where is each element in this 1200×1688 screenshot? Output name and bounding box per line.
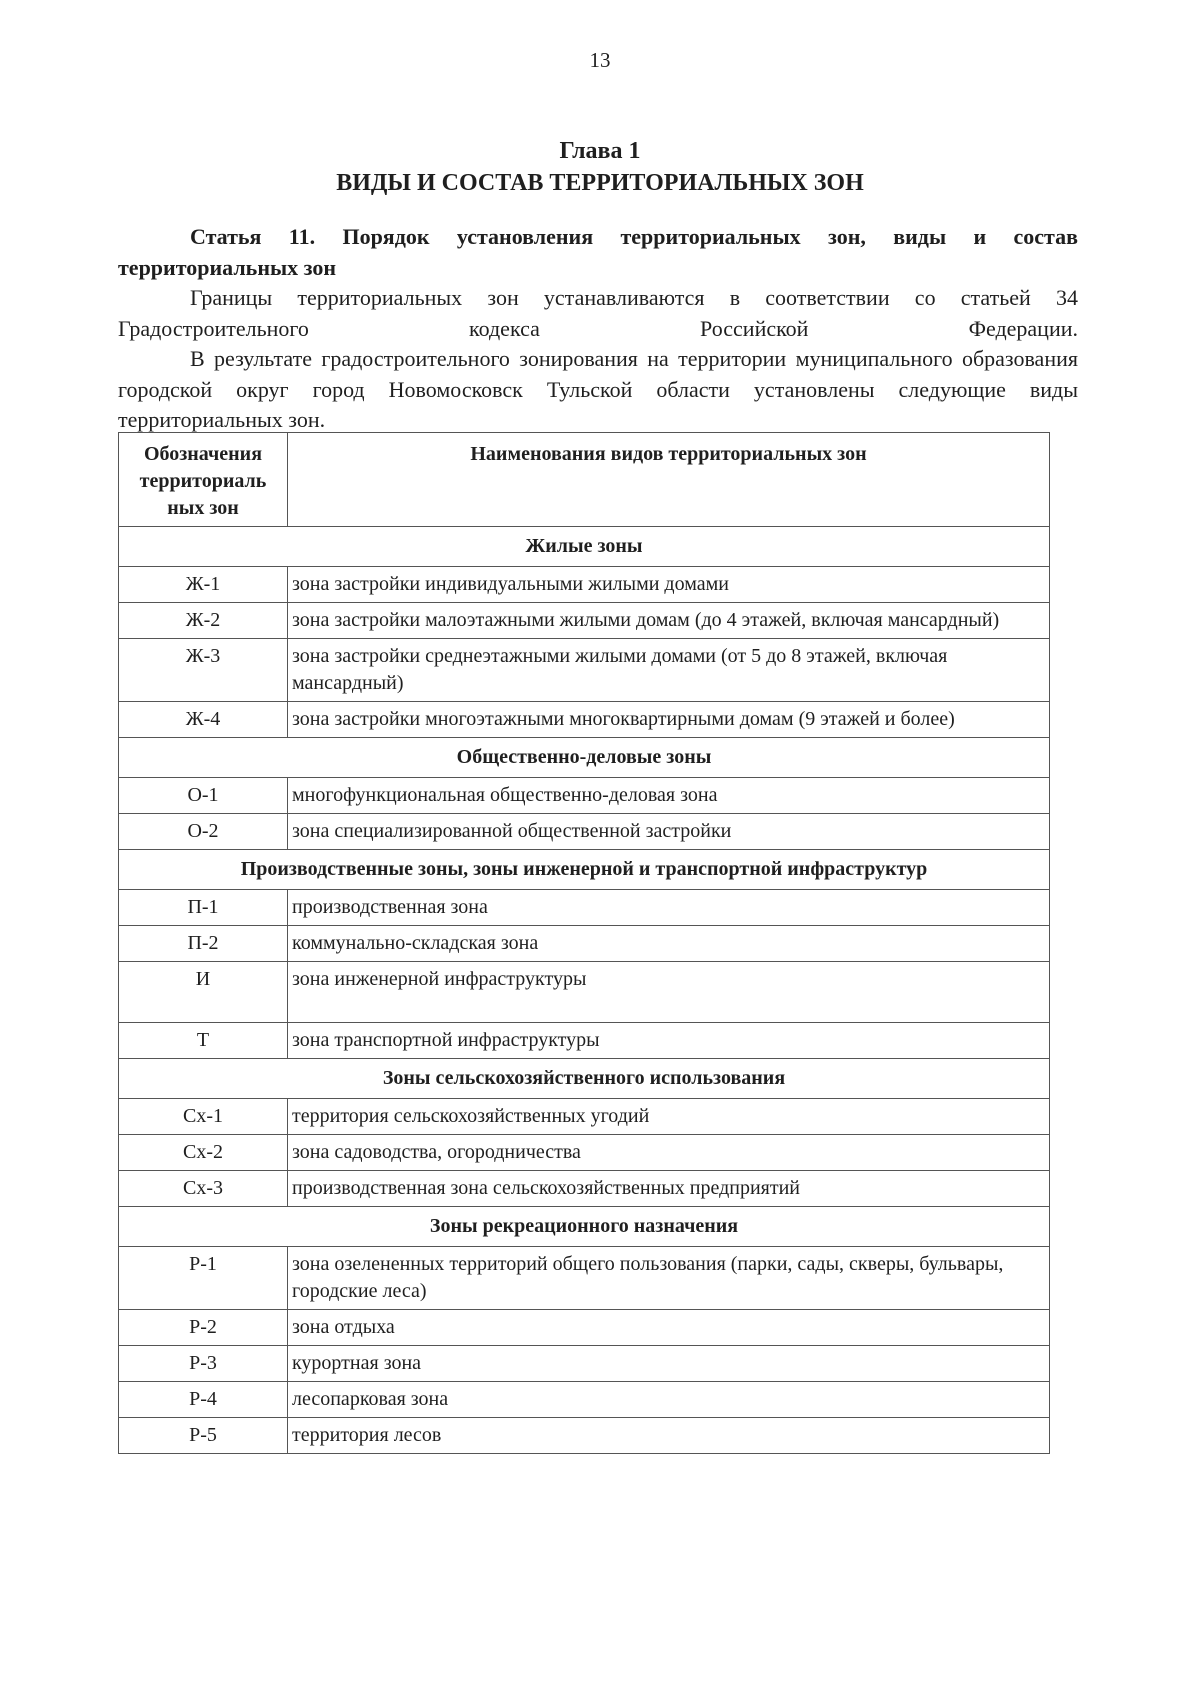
zone-name: многофункциональная общественно-деловая зона	[288, 778, 1050, 814]
table-row	[119, 1023, 1050, 1059]
zone-code: И	[119, 962, 288, 1023]
table-row	[119, 639, 1050, 702]
zone-code: Сх-2	[119, 1135, 288, 1171]
table-row	[119, 962, 1050, 1023]
group-title: Зоны рекреационного назначения	[119, 1207, 1050, 1247]
table-row	[119, 890, 1050, 926]
table-row	[119, 814, 1050, 850]
zone-code: Р-3	[119, 1346, 288, 1382]
zone-name: территория лесов	[288, 1418, 1050, 1454]
group-row	[119, 850, 1050, 890]
zone-name: зона застройки многоэтажными многоквартирными домам (9 этажей и более)	[288, 702, 1050, 738]
zone-name: зона специализированной общественной застройки	[288, 814, 1050, 850]
zone-code: Р-4	[119, 1382, 288, 1418]
zone-name: территория сельскохозяйственных угодий	[288, 1099, 1050, 1135]
group-title: Общественно-деловые зоны	[119, 738, 1050, 778]
zone-name: производственная зона	[288, 890, 1050, 926]
table-row	[119, 1247, 1050, 1310]
article-paragraph: Границы территориальных зон устанавливаются в соответствии со статьей 34 Градостроительного кодекса Российской Федерации.	[118, 285, 1078, 341]
zone-code: Р-5	[119, 1418, 288, 1454]
zone-code: Р-1	[119, 1247, 288, 1310]
zone-code: О-2	[119, 814, 288, 850]
table-row	[119, 702, 1050, 738]
zone-name: лесопарковая зона	[288, 1382, 1050, 1418]
header-code: Обозначения территориаль ных зон	[119, 433, 288, 527]
zone-code: Сх-3	[119, 1171, 288, 1207]
group-row	[119, 527, 1050, 567]
zone-name: производственная зона сельскохозяйственных предприятий	[288, 1171, 1050, 1207]
zone-code: Ж-4	[119, 702, 288, 738]
table-row	[119, 926, 1050, 962]
table-row	[119, 567, 1050, 603]
table-row	[119, 1310, 1050, 1346]
group-row	[119, 1207, 1050, 1247]
zone-code: Ж-2	[119, 603, 288, 639]
zone-code: Ж-1	[119, 567, 288, 603]
zone-code: Ж-3	[119, 639, 288, 702]
zone-code: Сх-1	[119, 1099, 288, 1135]
group-title: Жилые зоны	[119, 527, 1050, 567]
group-row	[119, 1059, 1050, 1099]
zone-code: П-1	[119, 890, 288, 926]
group-row	[119, 738, 1050, 778]
zone-name: зона садоводства, огородничества	[288, 1135, 1050, 1171]
table-row	[119, 603, 1050, 639]
zone-name: зона застройки малоэтажными жилыми домам (до 4 этажей, включая мансардный)	[288, 603, 1050, 639]
chapter-label: Глава 1	[559, 138, 641, 164]
table-row	[119, 1382, 1050, 1418]
zone-name: зона транспортной инфраструктуры	[288, 1023, 1050, 1059]
chapter-title: ВИДЫ И СОСТАВ ТЕРРИТОРИАЛЬНЫХ ЗОН	[336, 170, 864, 196]
zones-table	[118, 432, 1050, 1454]
table-row	[119, 1171, 1050, 1207]
zone-name: коммунально-складская зона	[288, 926, 1050, 962]
zone-code: О-1	[119, 778, 288, 814]
table-row	[119, 1135, 1050, 1171]
zones-table-body	[119, 527, 1050, 1454]
group-title: Зоны сельскохозяйственного использования	[119, 1059, 1050, 1099]
table-row	[119, 1418, 1050, 1454]
header-name: Наименования видов территориальных зон	[288, 433, 1050, 527]
group-title: Производственные зоны, зоны инженерной и транспортной инфраструктур	[119, 850, 1050, 890]
zone-name: зона озелененных территорий общего пользования (парки, сады, скверы, бульвары, городские леса)	[288, 1247, 1050, 1310]
zone-name: зона застройки индивидуальными жилыми домами	[288, 567, 1050, 603]
table-row	[119, 1099, 1050, 1135]
zone-name: зона инженерной инфраструктуры	[288, 962, 1050, 1023]
table-row	[119, 1346, 1050, 1382]
article-section	[118, 222, 1078, 436]
zone-code: Т	[119, 1023, 288, 1059]
zone-name: зона отдыха	[288, 1310, 1050, 1346]
article-paragraph: В результате градостроительного зонирования на территории муниципального образования городской округ город Новомосковск Тульской области установлены следующие виды территориальных зон.	[118, 346, 1078, 432]
table-header-row	[119, 433, 1050, 527]
zone-code: П-2	[119, 926, 288, 962]
article-heading: Статья 11. Порядок установления территориальных зон, виды и состав территориальных зон	[118, 224, 1078, 280]
table-row	[119, 778, 1050, 814]
page-number: 13	[589, 48, 611, 72]
zone-name: курортная зона	[288, 1346, 1050, 1382]
zone-name: зона застройки среднеэтажными жилыми домами (от 5 до 8 этажей, включая мансардный)	[288, 639, 1050, 702]
zone-code: Р-2	[119, 1310, 288, 1346]
chapter-heading	[0, 135, 1200, 199]
